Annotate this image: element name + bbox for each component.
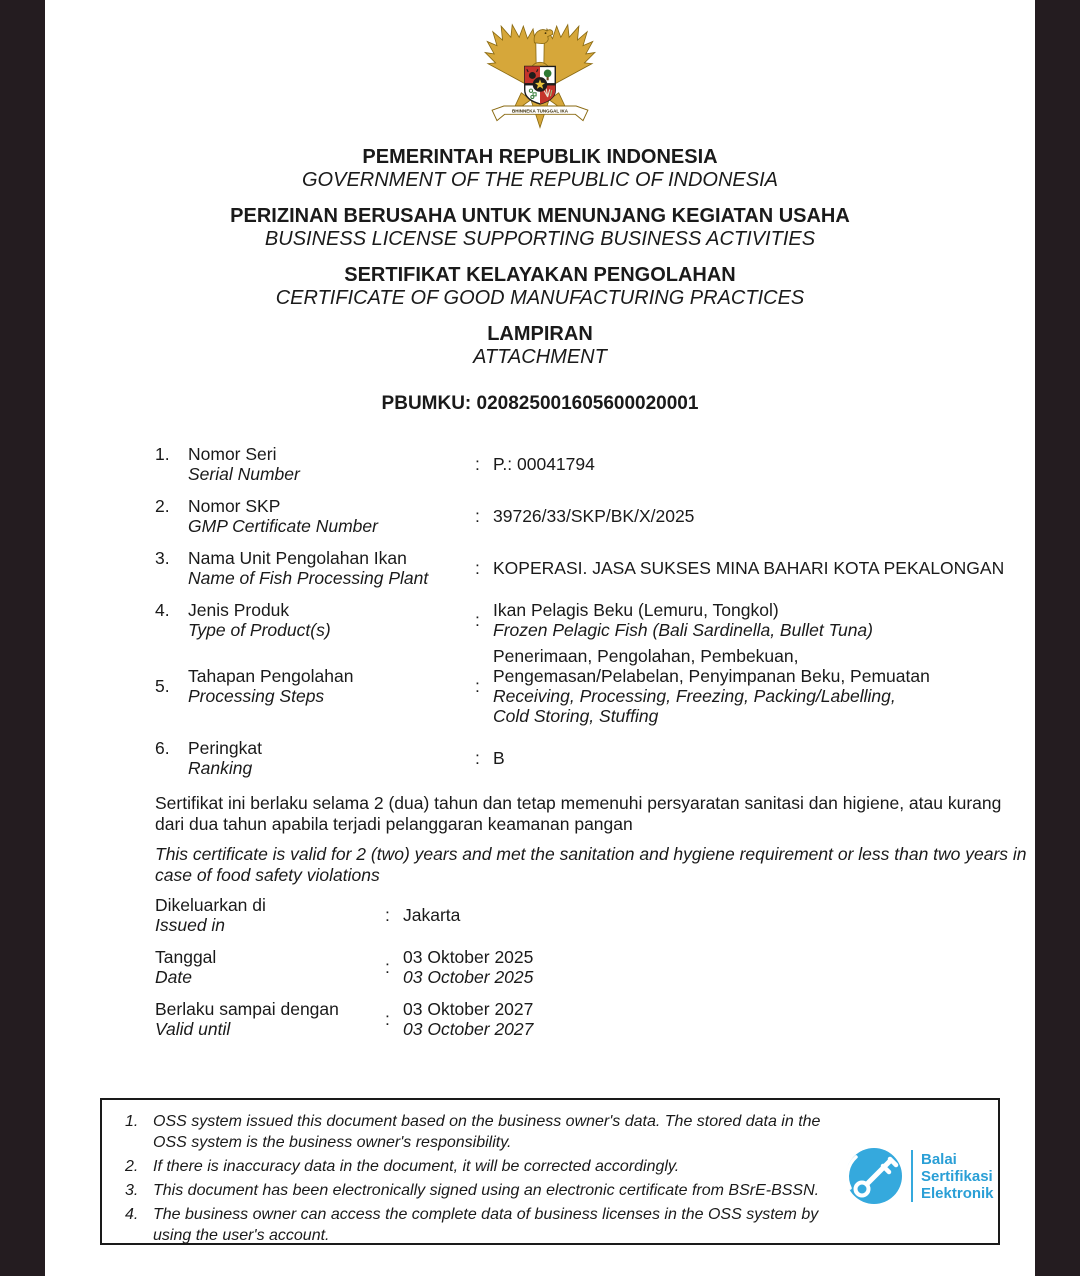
field-value: KOPERASI. JASA SUKSES MINA BAHARI KOTA PEKALONGAN <box>493 558 1005 578</box>
logo-text-line2: Sertifikasi <box>921 1167 993 1185</box>
colon: : <box>385 905 390 925</box>
note-text: OSS system issued this document based on the business owner's data. The stored data in the OSS system is the business owner's responsibility. <box>153 1113 821 1151</box>
emblem-motto: BHINNEKA TUNGGAL IKA <box>512 108 568 114</box>
colon: : <box>475 748 480 768</box>
title-license-en: BUSINESS LICENSE SUPPORTING BUSINESS ACTIVITIES <box>264 228 816 250</box>
field-value: Ikan Pelagis Beku (Lemuru, Tongkol) <box>493 600 779 620</box>
field-product-type <box>155 600 1015 640</box>
logo-text-line1: Balai <box>921 1150 957 1168</box>
issuance-label-id: Dikeluarkan di <box>155 895 266 915</box>
bsre-logo <box>844 1146 994 1206</box>
certificate-fields <box>155 444 1015 790</box>
title-certificate-id: SERTIFIKAT KELAYAKAN PENGOLAHAN <box>344 264 736 286</box>
title-certificate-en: CERTIFICATE OF GOOD MANUFACTURING PRACTICES <box>275 287 805 309</box>
issuance-value-en: 03 October 2025 <box>403 967 534 987</box>
issuance-value: 03 Oktober 2027 <box>403 999 534 1019</box>
note-text: If there is inaccuracy data in the document, it will be corrected accordingly. <box>153 1158 680 1175</box>
field-label-en: Name of Fish Processing Plant <box>188 568 429 588</box>
field-number: 6. <box>155 738 170 758</box>
field-label-id: Peringkat <box>188 738 262 758</box>
footer-notes <box>125 1111 825 1249</box>
field-processing-steps <box>155 646 1015 726</box>
issuance-label-en: Issued in <box>155 915 226 935</box>
colon: : <box>385 957 390 977</box>
field-value: Penerimaan, Pengolahan, Pembekuan, <box>493 646 799 666</box>
field-label-en: Type of Product(s) <box>188 620 331 640</box>
title-government-en: GOVERNMENT OF THE REPUBLIC OF INDONESIA <box>302 169 778 191</box>
field-value-en: Cold Storing, Stuffing <box>493 706 659 726</box>
valid-until-row <box>155 999 533 1039</box>
field-label-en: GMP Certificate Number <box>188 516 378 536</box>
footer-note <box>125 1111 825 1153</box>
field-label-id: Nama Unit Pengolahan Ikan <box>188 548 407 568</box>
title-attachment-id: LAMPIRAN <box>487 323 593 345</box>
field-label-id: Jenis Produk <box>188 600 290 620</box>
footer-note <box>125 1156 825 1177</box>
issuance-value-en: 03 October 2027 <box>403 1019 534 1039</box>
field-value-en: Frozen Pelagic Fish (Bali Sardinella, Bullet Tuna) <box>493 620 873 640</box>
field-number: 1. <box>155 444 170 464</box>
field-serial-number <box>155 444 1015 484</box>
pbumku-number: PBUMKU: 020825001605600020001 <box>381 393 699 414</box>
footer-notes-box <box>100 1098 1000 1245</box>
colon: : <box>385 1009 390 1029</box>
issuance-label-id: Tanggal <box>155 947 217 967</box>
field-plant-name <box>155 548 1015 588</box>
footer-note <box>125 1180 825 1201</box>
validity-statement <box>155 793 1027 886</box>
issue-date-row <box>155 947 533 987</box>
field-label-id: Tahapan Pengolahan <box>188 666 354 686</box>
note-number: 3. <box>125 1182 139 1199</box>
certificate-page <box>45 0 1035 1276</box>
note-number: 1. <box>125 1113 139 1130</box>
logo-text-line3: Elektronik <box>921 1184 994 1202</box>
field-value: Pengemasan/Pelabelan, Penyimpanan Beku, Pemuatan <box>493 666 930 686</box>
field-label-en: Processing Steps <box>188 686 325 706</box>
logo-separator <box>911 1150 913 1202</box>
issuance-value: Jakarta <box>403 905 461 925</box>
title-government-id: PEMERINTAH REPUBLIK INDONESIA <box>362 146 718 168</box>
note-number: 2. <box>125 1158 139 1175</box>
issuance-label-en: Valid until <box>155 1019 231 1039</box>
field-label-id: Nomor Seri <box>188 444 277 464</box>
colon: : <box>475 506 480 526</box>
field-value: B <box>493 748 505 768</box>
colon: : <box>475 454 480 474</box>
field-label-en: Ranking <box>188 758 253 778</box>
issuance-label-en: Date <box>155 967 192 987</box>
field-value: P.: 00041794 <box>493 454 595 474</box>
issued-in-row <box>155 895 533 935</box>
colon: : <box>475 558 480 578</box>
field-number: 2. <box>155 496 170 516</box>
issuance-value: 03 Oktober 2025 <box>403 947 534 967</box>
issuance-label-id: Berlaku sampai dengan <box>155 999 339 1019</box>
field-skp-number <box>155 496 1015 536</box>
validity-text-en: This certificate is valid for 2 (two) years and met the sanitation and hygiene requirement or less than two years in case of food safety violations <box>155 844 1027 885</box>
electronic-certification-key-icon <box>844 1146 904 1206</box>
field-value: 39726/33/SKP/BK/X/2025 <box>493 506 695 526</box>
field-number: 3. <box>155 548 170 568</box>
title-license-id: PERIZINAN BERUSAHA UNTUK MENUNJANG KEGIATAN USAHA <box>230 205 850 227</box>
field-ranking <box>155 738 1015 778</box>
colon: : <box>475 610 480 630</box>
field-label-id: Nomor SKP <box>188 496 281 516</box>
note-number: 4. <box>125 1206 139 1223</box>
colon: : <box>475 676 480 696</box>
garuda-icon <box>480 22 600 140</box>
field-value-en: Receiving, Processing, Freezing, Packing/Labelling, <box>493 686 896 706</box>
field-label-en: Serial Number <box>188 464 300 484</box>
field-number: 4. <box>155 600 170 620</box>
garuda-pancasila-emblem <box>480 22 600 145</box>
field-number: 5. <box>155 676 170 696</box>
document-header <box>45 146 1035 415</box>
footer-note <box>125 1204 825 1246</box>
note-text: This document has been electronically signed using an electronic certificate from BSrE-BSSN. <box>153 1182 820 1199</box>
validity-text-id: Sertifikat ini berlaku selama 2 (dua) tahun dan tetap memenuhi persyaratan sanitasi dan higiene, atau kurang dari dua tahun apabila terjadi pelanggaran keamanan pangan <box>155 793 1002 834</box>
note-text: The business owner can access the complete data of business licenses in the OSS system by using the user's account. <box>153 1206 819 1244</box>
title-attachment-en: ATTACHMENT <box>473 346 607 368</box>
issuance-section <box>155 895 533 1051</box>
